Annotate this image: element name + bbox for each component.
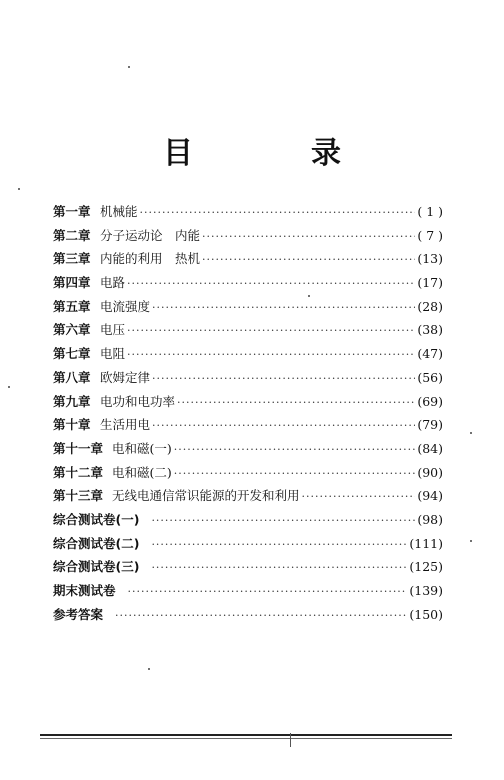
toc-entry[interactable]: [53, 510, 443, 534]
toc-page: (17): [417, 275, 443, 291]
toc-entry[interactable]: [53, 202, 443, 226]
toc-leader: [128, 585, 408, 598]
toc-entry[interactable]: [53, 320, 443, 344]
toc-page: (69): [417, 393, 443, 409]
toc-entry[interactable]: [53, 368, 443, 392]
toc-title: 内能的利用 热机: [100, 251, 201, 267]
toc-title: 生活用电: [100, 417, 151, 433]
toc-leader: [302, 490, 416, 503]
scan-speck: [470, 540, 472, 542]
toc-leader: [174, 443, 416, 456]
toc-chapter: 第十一章: [53, 440, 104, 456]
toc-leader: [127, 324, 415, 337]
toc-entry[interactable]: [53, 486, 443, 510]
toc-page: (111): [409, 535, 443, 551]
toc-entry[interactable]: [53, 534, 443, 558]
toc-page: (150): [409, 606, 443, 622]
toc-page: ( 7 ): [417, 227, 443, 243]
scan-speck: [18, 188, 20, 190]
toc-leader: [174, 467, 416, 480]
page-mark: [290, 733, 291, 747]
toc-entry[interactable]: [53, 273, 443, 297]
toc-leader: [202, 253, 415, 266]
toc-entry[interactable]: [53, 557, 443, 581]
toc-entry[interactable]: [53, 344, 443, 368]
toc-title: 电功和电功率: [100, 393, 176, 409]
footer-rule: [40, 734, 452, 736]
toc-page: (56): [417, 369, 443, 385]
scan-speck: [148, 668, 150, 670]
toc-page: (139): [409, 583, 443, 598]
scan-speck: [308, 295, 310, 297]
toc-title: 分子运动论 内能: [100, 227, 201, 243]
toc-page: (90): [417, 464, 443, 480]
toc-chapter: 第四章: [53, 275, 91, 291]
toc-chapter: 期末测试卷: [53, 583, 116, 598]
toc-page: (94): [417, 488, 443, 504]
toc-entry[interactable]: [53, 392, 443, 416]
toc-leader: [151, 514, 415, 527]
toc-chapter: 参考答案: [53, 606, 104, 622]
toc-title: 电和磁(一): [112, 440, 172, 456]
toc-entry[interactable]: [53, 249, 443, 273]
toc-title: 机械能: [100, 204, 138, 219]
toc-page: (125): [409, 559, 443, 575]
page-title: 目 录: [163, 136, 385, 171]
toc-title: 电流强度: [100, 298, 151, 314]
toc-leader: [127, 348, 415, 361]
toc-entry[interactable]: [53, 605, 443, 629]
toc-chapter: 第三章: [53, 251, 91, 267]
toc-title: 无线电通信常识能源的开发和利用: [112, 488, 300, 504]
toc-page: (47): [417, 346, 443, 362]
toc-entry[interactable]: [53, 463, 443, 487]
toc-chapter: 第五章: [53, 298, 91, 314]
toc-title: 电压: [100, 322, 126, 338]
toc-entry[interactable]: [53, 439, 443, 463]
toc-leader: [152, 372, 415, 385]
toc-entry[interactable]: [53, 297, 443, 321]
toc-page: (79): [417, 417, 443, 433]
toc-entry[interactable]: [53, 581, 443, 605]
toc-title: 欧姆定律: [100, 369, 151, 385]
toc-leader: [177, 396, 415, 409]
scan-speck: [8, 386, 10, 388]
toc-page: (98): [417, 511, 443, 527]
toc-chapter: 综合测试卷(二): [53, 535, 140, 551]
toc-page: ( 1 ): [417, 204, 443, 219]
table-of-contents: [53, 202, 443, 628]
toc-chapter: 第二章: [53, 227, 91, 243]
toc-leader: [140, 206, 416, 219]
toc-chapter: 第十章: [53, 417, 91, 433]
toc-chapter: 综合测试卷(一): [53, 511, 140, 527]
toc-entry[interactable]: [53, 415, 443, 439]
toc-leader: [152, 301, 415, 314]
toc-chapter: 第六章: [53, 322, 91, 338]
footer-rule-thin: [40, 738, 452, 739]
toc-leader: [151, 561, 407, 574]
toc-leader: [202, 230, 415, 243]
toc-title: 电阻: [100, 346, 126, 362]
toc-page: (38): [417, 322, 443, 338]
toc-chapter: 第十三章: [53, 488, 104, 504]
toc-chapter: 第八章: [53, 369, 91, 385]
toc-chapter: 第一章: [53, 204, 91, 219]
toc-title: 电和磁(二): [112, 464, 172, 480]
toc-entry[interactable]: [53, 226, 443, 250]
toc-leader: [127, 277, 415, 290]
scan-speck: [470, 432, 472, 434]
toc-leader: [115, 609, 407, 622]
toc-leader: [152, 419, 415, 432]
toc-chapter: 第九章: [53, 393, 91, 409]
toc-leader: [151, 538, 407, 551]
toc-page: (28): [417, 298, 443, 314]
toc-chapter: 第七章: [53, 346, 91, 362]
toc-chapter: 第十二章: [53, 464, 104, 480]
scan-speck: [128, 66, 130, 68]
toc-chapter: 综合测试卷(三): [53, 559, 140, 575]
toc-page: (84): [417, 440, 443, 456]
toc-title: 电路: [100, 275, 126, 291]
toc-page: (13): [417, 251, 443, 267]
